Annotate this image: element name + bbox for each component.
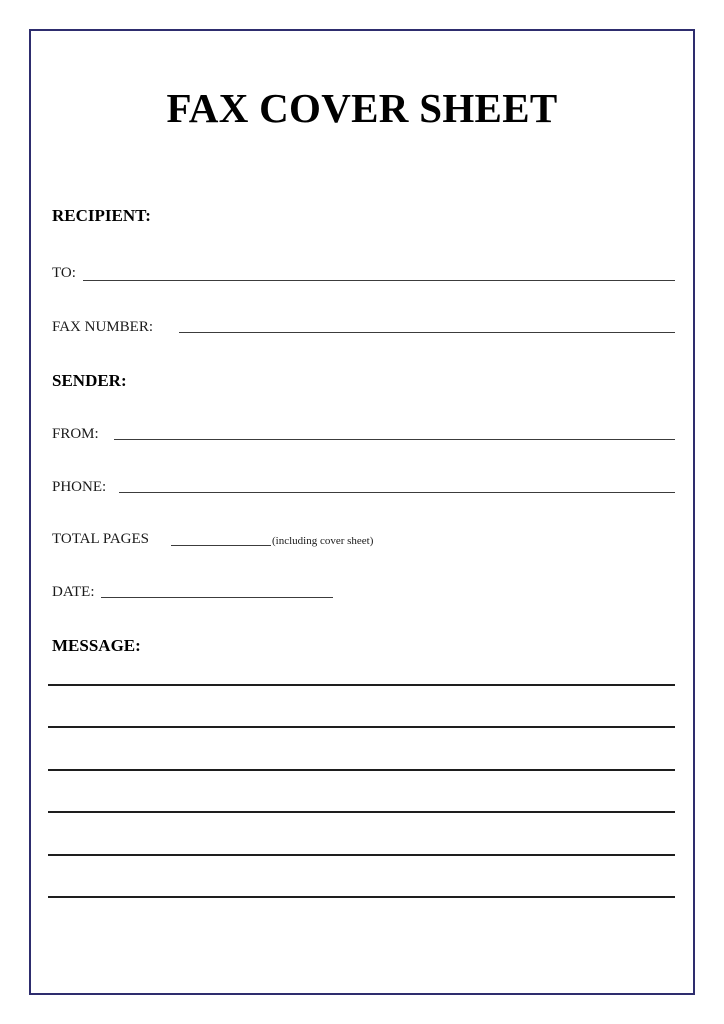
to-field[interactable] [83,280,675,281]
recipient-heading: RECIPIENT: [52,206,151,225]
message-line-3[interactable] [48,769,675,771]
to-label: TO: [52,265,76,281]
fax-number-field[interactable] [179,332,675,333]
fax-cover-sheet-border [29,29,695,995]
message-line-4[interactable] [48,811,675,813]
fax-number-label: FAX NUMBER: [52,319,153,335]
from-field[interactable] [114,439,675,440]
message-heading: MESSAGE: [52,636,141,655]
message-line-6[interactable] [48,896,675,898]
date-field[interactable] [101,597,333,598]
from-label: FROM: [52,426,99,442]
total-pages-field[interactable] [171,545,271,546]
sender-heading: SENDER: [52,371,127,390]
page-title: FAX COVER SHEET [166,85,558,131]
total-pages-note: (including cover sheet) [272,535,374,547]
message-line-5[interactable] [48,854,675,856]
message-line-1[interactable] [48,684,675,686]
total-pages-label: TOTAL PAGES [52,531,150,547]
phone-label: PHONE: [52,479,107,495]
message-line-2[interactable] [48,726,675,728]
date-label: DATE: [52,584,95,600]
phone-field[interactable] [119,492,675,493]
